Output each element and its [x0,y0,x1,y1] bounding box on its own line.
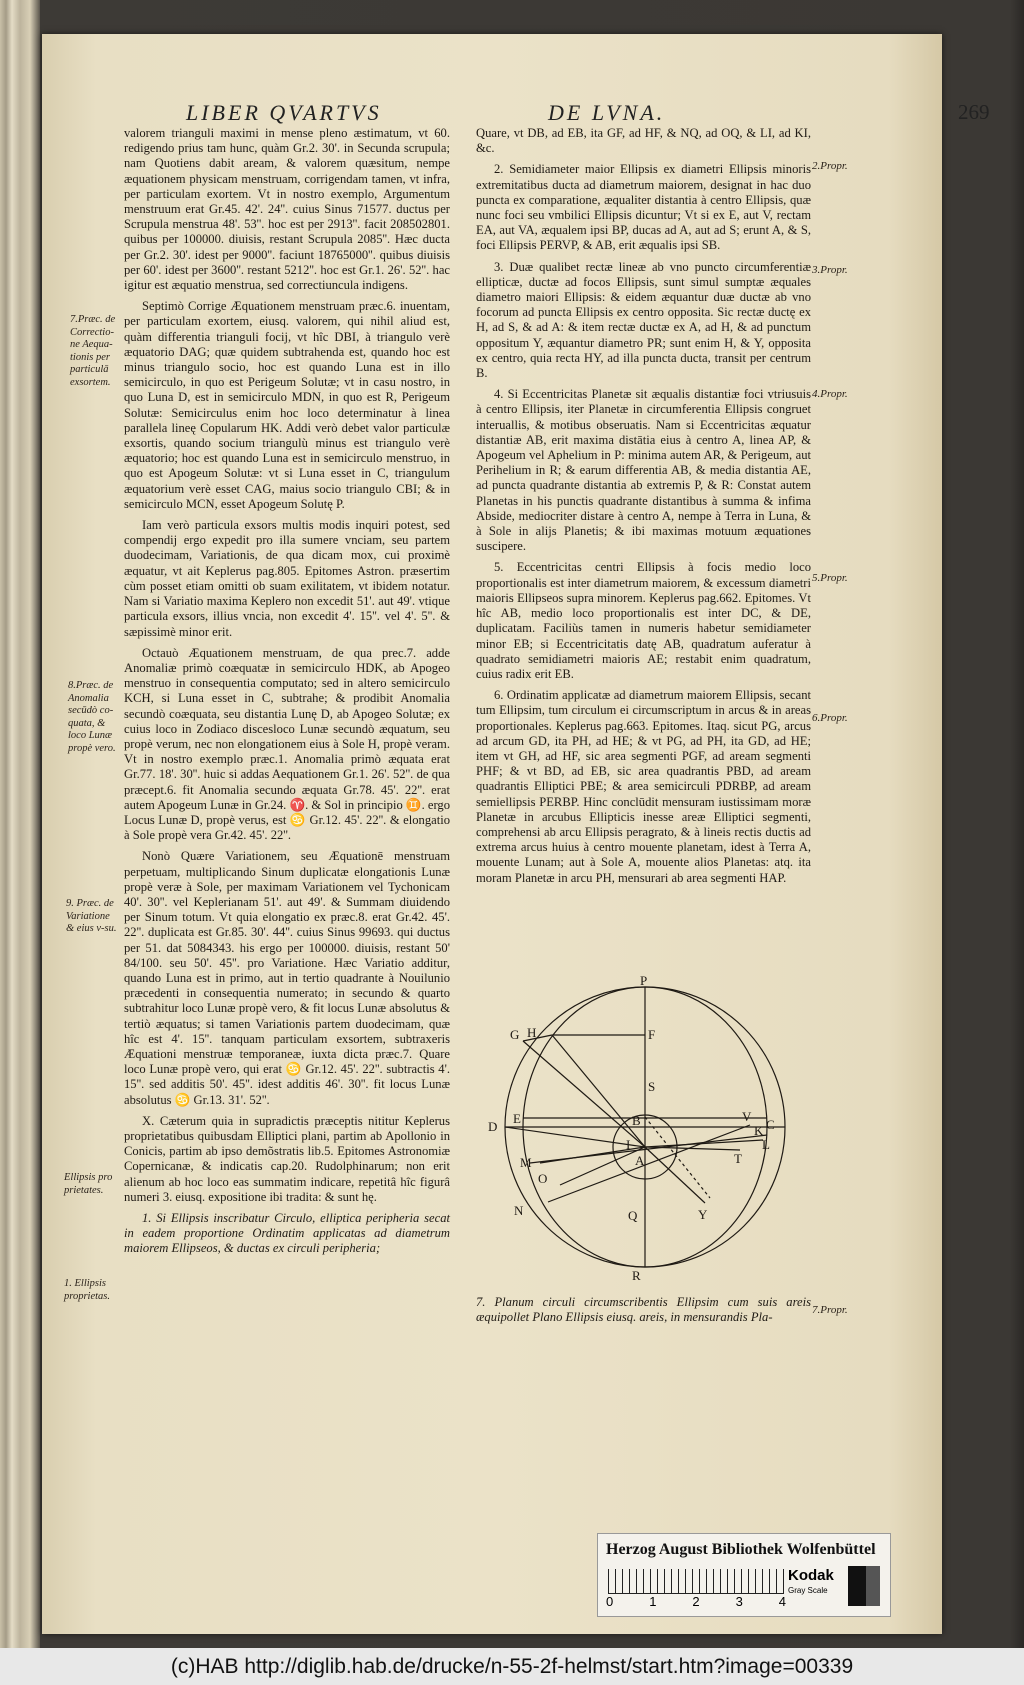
margin-note-8: 8.Præc. de Anomalia secūdò co-quata, & loco Lunæ propè vero. [68,680,116,754]
paragraph: 1. Si Ellipsis inscribatur Circulo, elliptica peripheria secat in eadem proportione Ordinatim applicatas ad diametrum maiorem Ellipseos, & ductas ex circuli peripheria; [124,1211,450,1256]
page-number: 269 [958,100,990,124]
paragraph: Iam verò particula exsors multis modis inquiri potest, sed compendij ergo expedit pro illa sumere vnciam, seu partem duodecimam, Variationis, de qua dicam mox, cui proximè æquatur, vt ait Keplerus pag.805. Epitomes Astron. præsertim cùm posset etiam omitti ob suam exilitatem, vt ibidem notatur. Nam si Variatio maxima Keplero non excedit 51'. aut 49'. vtique particula exsors, illius vncia, non excedit 4'. 15''. vel 4'. 5''. & sæpissimè minor erit. [124,518,450,639]
ellipse-figure [480,975,810,1285]
margin-note-9: 9. Præc. de Variatione & eius v-su. [66,898,117,934]
margin-note-propr7: 7.Propr. [812,1304,848,1316]
book-edge [0,0,40,1648]
ruler-number: 2 [692,1594,700,1609]
paragraph: 4. Si Eccentricitas Planetæ sit æqualis distantiæ foci vtriusuis à centro Ellipsis, iter Planetæ in circumferentia Ellipsis congruet interuallis, & motibus obseruatis. Nam si Eccentricitas æquatur distantiæ AB, erit maxima distātia eius à centro A, linea AP, & Apogeum vel Aphelium in P: minima autem AR, & Perigeum, aut Perihelium in R; & earum differentia AB, & media distantia AE, ad puncta quadrante distantia ab extremis P, & R: Constat autem Planetas in his punctis quadrante distantibus à summa & infima Abside, mediocriter distare à centro A, nempe à Terra in Luna, & à Sole in alijs Planetis; & ibi maximas motuum æquationes suscipere. [476,387,811,554]
figure-label: Y [698,1207,708,1222]
margin-note-propr3: 3.Propr. [812,264,848,276]
figure-label: B [632,1113,641,1128]
figure-label: O [538,1171,548,1186]
paragraph: 2. Semidiameter maior Ellipsis ex diametri Ellipsis minoris extremitatibus ducta ad diametrum maiorem, designat in hac duo puncta ex comparatione, æqualiter distantia à centro Ellipsis, quæ nunc foci seu vmbilici Ellipsis dicuntur; Vt si ex E, aut V, rectam EA, aut VA, æqualem ipsi BP, ducas ad A, aut ad S; erunt A, & S, foci Ellipsis PERVP, & AB, erit æqualis ipsi SB. [476,162,811,253]
figure-label: H [527,1025,537,1040]
figure-label: D [488,1119,498,1134]
figure-label: M [520,1155,532,1170]
paragraph: Octauò Æquationem menstruam, de qua prec.7. adde Anomaliæ primò coæquatæ in semicirculo HDK, ab Apogeo menstruo in consequentia computato; sed in altero semicirculo KCH, si Luna esset in C, subtrahe; & prodibit Anomalia secundò coæquata, seu distantia Lunę D, ab Apogeo Solutæ; ex cuius loco in Zodiaco discesloco Lunæ secundò æquatum, seu propè verum, nec non elongationem eius à Sole H, propè veram. Vt in nostro exemplo præc.1. Anomalia primò æquata erat Gr.77. 18'. 30''. huic si addas Aequationem Gr.1. 26'. 52''. de qua præcept.6. fit Anomalia secundo æquata Gr.78. 45'. 22''. erat autem Apogeum Lunæ in Gr.24. ♈. & Sol in principio ♊. ergo Locus Lunæ D, propè verus, est ♋ Gr.12. 45'. 22''. & elongatio à Sole propè vera Gr.42. 45'. 22''. [124,645,451,843]
figure-label: T [734,1151,742,1166]
paragraph: 6. Ordinatim applicatæ ad diametrum maiorem Ellipsis, secant tum Ellipsim, tum circulum ei circumscriptum in arcus & in areas proportionales. Keplerus pag.663. Epitomes. Itaq. sicut PG, arcus ad arcum GD, ita PH, ad HE; & vt PG, ad PH, ita GD, ad HE; item vt GH, ad HF, sic area segmenti PGF, ad aream segmenti PHF; & vt BD, ad EB, sic area quadrantis PBD, ad aream quadrantis Elliptici PBE; & area semicirculi PDRBP, ad aream semiellipsis PERBP. Hinc conclūdit mensuram iustissimam moræ Planetæ in arcubus Ellipticis inesse areæ Elliptici segmenti, comprehensi ab arcu Ellipsis peragrato, & à lineis rectis ductis ad extrema arcus huius à centro mouente planetam, idest à Terra A, mouente Lunam; aut à Sole A, mouente alios Planetas: atq. ita moram Planetæ in arcu PH, mensurari ab area segmenti HAP. [476,688,811,885]
margin-note-propr5: 5.Propr. [812,572,848,584]
figure-label: Q [628,1208,638,1223]
proposition-7-text: 7. Planum circuli circumscribentis Ellipsim cum suis areis æquipollet Plano Ellipsis eiusq. areis, in mensurandis Pla- [476,1295,811,1324]
color-reference-card [597,1533,891,1617]
ruler-numbers [606,1594,786,1609]
ruler-number: 4 [778,1594,786,1609]
figure-label: R [632,1268,641,1283]
paragraph: Nonò Quære Variationem, seu Æquationē menstruam perpetuam, multiplicando Sinum duplicatæ elongationis Lunæ propè veræ à Sole, per maximam Variationem vel Tychonicam 40'. 30''. vel Keplerianam 51'. aut 49'. & Summam diuidendo per Sinum totum. Vt quia elongatio ex præc.8. erat Gr.42. 45'. 22''. duplicata est Gr.85. 30'. 44''. cuius Sinus 99693. qui ductus per 51. dat 5084343. his ergo per 100000. diuisis, restant 50' 84/100. seu 50'. 45''. pro Variatione. Hæc Variatio additur, quando Luna est in primo, aut in tertio quadrante à Nouilunio præcedenti in consequentia numerato; in secundo & quarto subtrahitur loco Lunæ propè vero, & fit locus Lunæ absolutus & tertiò æquatus; si tamen Variationis partem duodecimam, quæ hîc est 4'. 15''. tanquam particulam exsortem, subtraxeris Æquationi menstruæ temporaneæ, iuxta dicta præc.7. Quare loco Lunæ propè vero, qui erat ♋ Gr.12. 45'. 22''. subtractis 4'. 15''. sed additis 50'. 45''. idest additis 46'. 30''. fit locus Lunæ absolutus ♋ Gr.13. 31'. 52''. [124,849,450,1107]
paragraph: Septimò Corrige Æquationem menstruam præc.6. inuentam, per particulam exortem, eiusq. valorem, qui nihil aliud est, quàm differentia trianguli focij, vt hîc DBI, à triangulo verè æquatorio DAG; quæ quidem subtrahenda est, quando hoc est minus triangulo socio, hoc est quando Luna est in illo semicirculo, in quo est Perigeum Solutæ; vt in casu nostro, in quo Luna D, est in semicirculo MDN, in quo est R, Perigeum Solutæ: Semicirculus enim hoc loco determinatur à linea parallela lineę Copularum HK. Addi verò debet valor particulæ exsortis, quando socium triangulù minus est triangulo verè æquatorio; hoc est quando Luna est in semicirculo menstruo, in quo est Apogeum Solutæ: vt si Luna esset in C, triangulum æquatorium verè esset CAG, maius socio triangulo CBI; & in semicirculo MCN, esset Apogeum Solutę P. [124,299,450,511]
paragraph: 5. Eccentricitas centri Ellipsis à focis medio loco proportionalis est inter diametrum maiorem, & excessum diametri maioris Ellipseos supra minorem. Keplerus pag.662. Epitomes. Vt hîc AB, medio loco proportionalis est inter DC, & DE, duplicatam. Faciliùs tamen in numeris habetur semidiameter minor EB; si Eccentricitatis datę AB, quadratum auferatur à quadrato semidiametri maioris AE; restabit enim quadratum, cuius radix erit EB. [476,560,811,681]
figure-label: I [626,1137,631,1152]
copyright-footer: (c)HAB http://diglib.hab.de/drucke/n-55-2f-helmst/start.htm?image=00339 [0,1648,1024,1685]
paragraph: Quare, vt DB, ad EB, ita GF, ad HF, & NQ, ad OQ, & LI, ad KI, &c. [476,126,811,156]
ruler-number: 1 [649,1594,657,1609]
figure-label: G [510,1027,520,1042]
left-column [124,126,450,1263]
ruler-number: 3 [735,1594,743,1609]
right-column [476,126,811,892]
margin-note-propr2: 2.Propr. [812,160,848,172]
margin-note-7: 7.Præc. de Correctio-ne Aequa-tionis per particulā exsortem. [70,314,116,388]
scale-ruler [608,1569,784,1594]
figure-label: C [766,1117,775,1132]
figure-label: E [513,1111,521,1126]
margin-note-prop1: 1. Ellipsis proprietas. [64,1278,110,1302]
figure-label: F [648,1027,656,1042]
ruler-number: 0 [606,1594,614,1609]
figure-label: N [514,1203,524,1218]
running-head-left: LIBER QVARTVS [186,100,382,125]
figure-label: K [754,1123,764,1138]
margin-note-ellipsis: Ellipsis pro prietates. [64,1172,113,1196]
kodak-logo: Kodak [788,1567,834,1584]
margin-note-propr6: 6.Propr. [812,712,848,724]
figure-label: P [640,975,648,988]
paragraph: X. Cæterum quia in supradictis præceptis nititur Keplerus proprietatibus quibusdam Elliptici plani, partim ab Apollonio in Conicis, partim ab ipso demõstratis lib.5. Epitomes Astronomiæ Copernicanæ, & indicatis cap.20. Rudolphinarum; non erit alienum ab hoc loco eas summatim indicare, repetitâ hîc figurâ numeri 3. eiusq. expositione ibi tradita: & sunt hę. [124,1113,450,1204]
figure-label: L [762,1137,770,1152]
gray-scale-label: Gray Scale [788,1586,828,1595]
paragraph: 3. Duæ qualibet rectæ lineæ ab vno puncto circumferentiæ ellipticæ, ductæ ad focos Ellipsis, sunt simul sumptæ æquales diametro maiori Ellipsis: & eidem æquantur duæ ductæ ab vno focorum ad puncta Ellipsis ex centro opposita. Sic rectæ ductę ex H, ad S, & ad A: & item rectæ ductæ ex A, ad H, & ad punctum oppositum Y, æquantur diametro PR; sunt enim H, & Y, opposita ex centro, quia recta HY, ad illa puncta ducta, transit per centrum B. [476,259,811,381]
paragraph: valorem trianguli maximi in mense pleno æstimatum, vt 60. redigendo prius tam hunc, quàm Gr.2. 30'. in Secunda scrupula; nam Quotiens dabit aream, & valorem quæsitum, nempe æquationem physicam menstruam, corrigendam tamen, vt infra, per particulam exortem. Vt in nostro exemplo, Argumentum menstruum erat Gr.45. 42'. 24''. cuius Sinus 71577. ductus per Scrupula menstrua 48'. 53''. hoc est per 2913''. facit 208502801. quibus per 100000. diuisis, restant Scrupula 2085''. Hæc ducta per Gr.2. 30'. idest per 9000''. faciunt 18765000''. quibus diuisis per 60'. idest per 3600''. restant 5212''. hoc est Gr.1. 26'. 52''. hac igitur est æquatio menstrua, sed correctiuncula indigens. [124,126,450,293]
library-name: Herzog August Bibliothek Wolfenbüttel [606,1541,876,1558]
running-head-right: DE LVNA. [548,100,666,125]
figure-label: S [648,1079,656,1094]
figure-label: A [635,1153,645,1168]
gray-patch-black [848,1566,866,1606]
margin-note-propr4: 4.Propr. [812,388,848,400]
gray-patch-dark [866,1566,880,1606]
figure-label: V [742,1109,752,1124]
